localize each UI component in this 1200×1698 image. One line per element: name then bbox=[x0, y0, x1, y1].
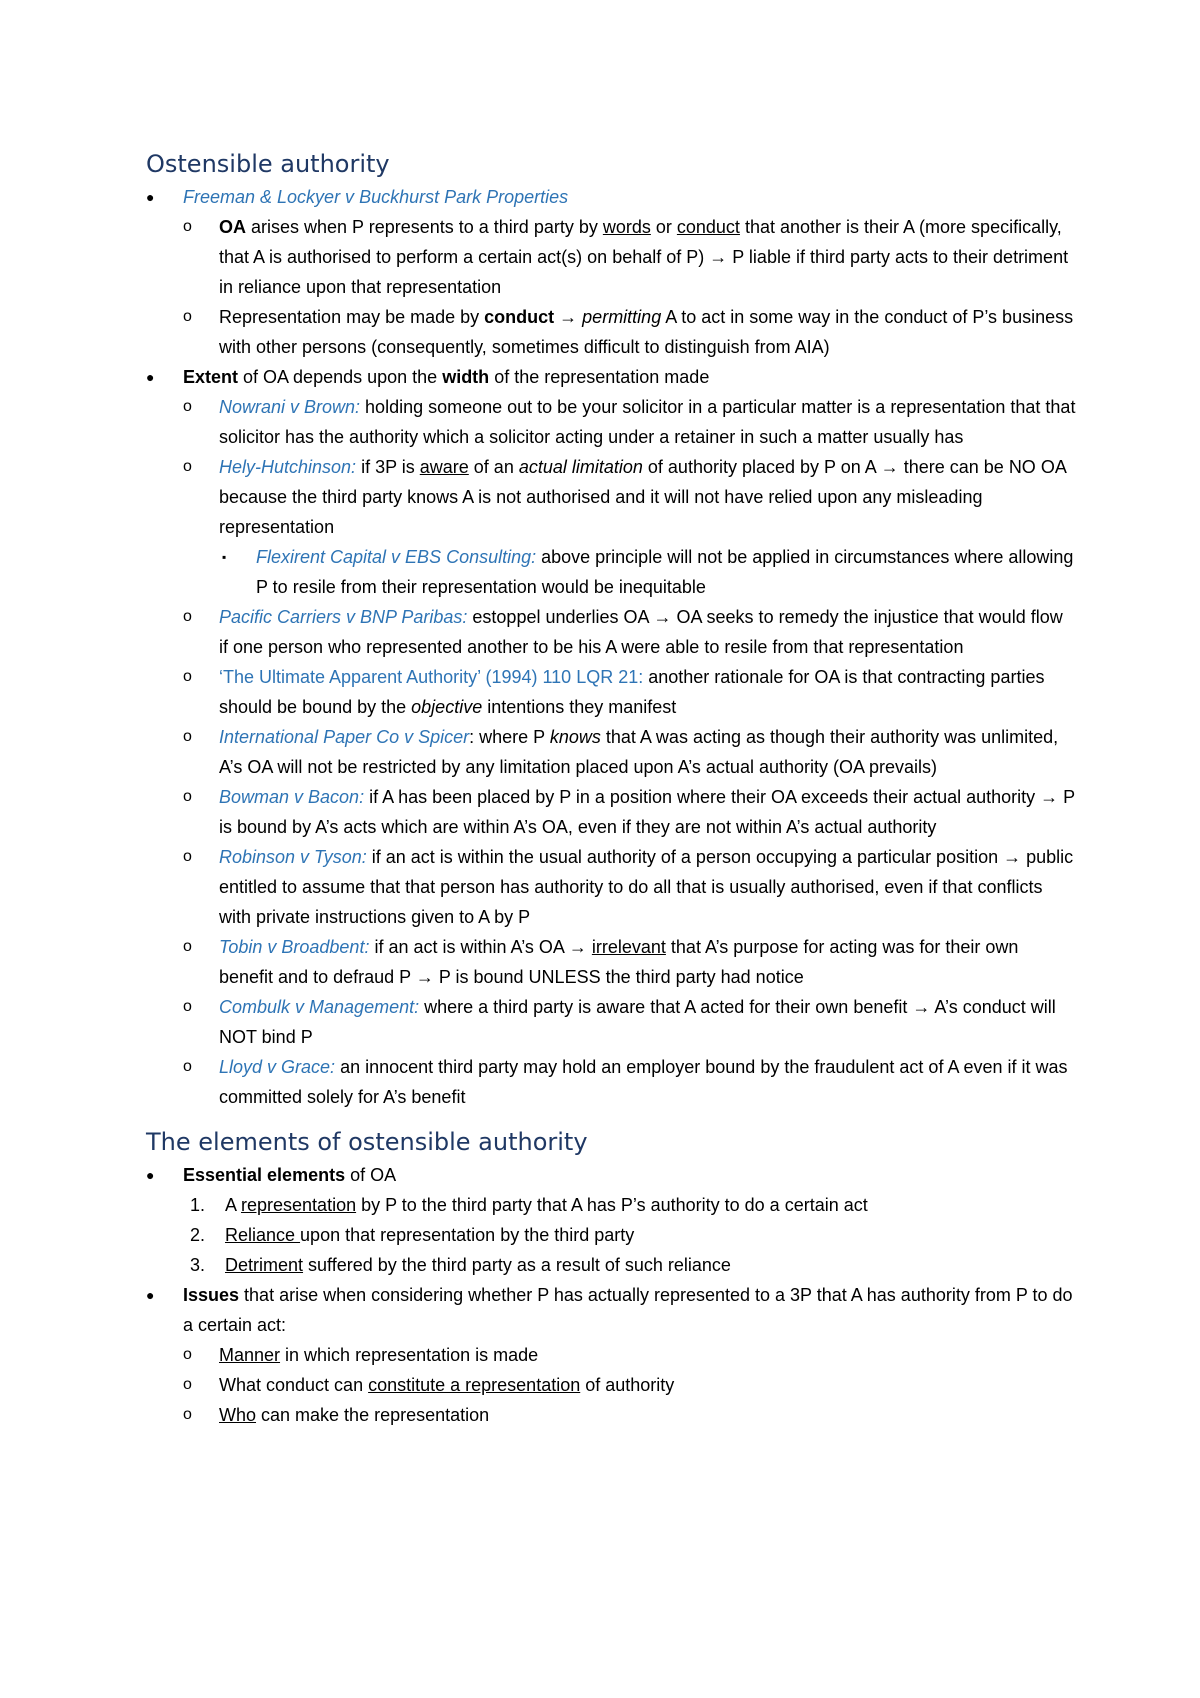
text-underlined: words bbox=[602, 217, 651, 237]
text: can make the representation bbox=[256, 1405, 490, 1425]
text: suffered by the third party as a result of such reliance bbox=[303, 1255, 731, 1275]
text: of an bbox=[468, 457, 519, 477]
text: arises when P represents to a third party by bbox=[246, 217, 603, 237]
text: if 3P is bbox=[356, 457, 420, 477]
bullet-circle: o bbox=[183, 398, 192, 415]
list-item-extent bbox=[146, 362, 1076, 1112]
sub-sub-list-hely bbox=[219, 542, 1076, 602]
bullet-circle: o bbox=[183, 848, 192, 865]
text: : where P bbox=[469, 727, 550, 747]
text: holding someone out to be your solicitor in a particular matter is a representation that that solicitor has the authority which a solicitor acting under a retainer in such a matter usually has bbox=[219, 397, 1076, 447]
list-item-what-conduct bbox=[146, 1370, 1076, 1400]
bullet-circle: o bbox=[183, 1058, 192, 1075]
list-item-flexirent bbox=[146, 542, 1076, 602]
text: if A has been placed by P in a position where their OA exceeds their actual authority → P is bound by A’s acts which are within A’s OA, even if they are not within A’s actual authority bbox=[219, 787, 1075, 837]
text: above principle will not be applied in circumstances where allowing P to resile from their representation would be inequitable bbox=[256, 547, 1074, 597]
text: upon that representation by the third party bbox=[300, 1225, 635, 1245]
text-underlined: irrelevant bbox=[591, 937, 666, 957]
text: in which representation is made bbox=[280, 1345, 539, 1365]
case-name-lloyd: Lloyd v Grace: bbox=[219, 1057, 336, 1077]
document-content bbox=[146, 146, 1076, 1430]
bullet-list-elements bbox=[146, 1160, 1076, 1430]
sub-list-issues bbox=[183, 1340, 1076, 1430]
text: of authority bbox=[580, 1375, 675, 1395]
text-underlined: Manner bbox=[219, 1345, 281, 1365]
text: that A was acting as though their authority was unlimited, A’s OA will not be restricted by any limitation placed upon A’s actual authority (OA prevails) bbox=[219, 727, 1059, 777]
sub-list-extent bbox=[183, 392, 1076, 1112]
case-name-nowrani: Nowrani v Brown: bbox=[219, 397, 361, 417]
text: another rationale for OA is that contracting parties should be bound by the bbox=[219, 667, 1045, 717]
list-item-element-3 bbox=[146, 1250, 1076, 1280]
case-name-flexirent: Flexirent Capital v EBS Consulting: bbox=[256, 547, 537, 567]
list-item-oa-arises bbox=[146, 212, 1076, 302]
bullet-circle: o bbox=[183, 1376, 192, 1393]
text: of the representation made bbox=[489, 367, 710, 387]
text-underlined: aware bbox=[419, 457, 469, 477]
text: an innocent third party may hold an employer bound by the fraudulent act of A even if it was committed solely for A’s benefit bbox=[219, 1057, 1068, 1107]
case-name-tobin: Tobin v Broadbent: bbox=[219, 937, 370, 957]
text: where a third party is aware that A acted for their own benefit → A’s conduct will NOT bind P bbox=[219, 997, 1056, 1047]
text: or bbox=[650, 217, 677, 237]
section-heading-ostensible-authority: Ostensible authority bbox=[146, 150, 390, 178]
text-underlined: conduct bbox=[676, 217, 740, 237]
text: estoppel underlies OA → OA seeks to remedy the injustice that would flow if one person who represented another to be his A were able to resile from that representation bbox=[219, 607, 1063, 657]
list-item-element-2 bbox=[146, 1220, 1076, 1250]
text-underlined: Reliance bbox=[225, 1225, 301, 1245]
list-item-issues bbox=[146, 1280, 1076, 1430]
text-bold: OA bbox=[219, 217, 246, 237]
list-item-manner bbox=[146, 1340, 1076, 1370]
text-bold: width bbox=[442, 367, 490, 387]
text: A to act in some way in the conduct of P’s business with other persons (consequently, sometimes difficult to distinguish from AIA) bbox=[219, 307, 1074, 357]
bullet-dot: ● bbox=[146, 1167, 155, 1183]
case-name-robinson: Robinson v Tyson: bbox=[219, 847, 367, 867]
list-item-combulk bbox=[146, 992, 1076, 1052]
bullet-circle: o bbox=[183, 1346, 192, 1363]
bullet-square: ▪ bbox=[222, 550, 227, 564]
bullet-dot: ● bbox=[146, 189, 155, 205]
text: A bbox=[225, 1195, 242, 1215]
text: intentions they manifest bbox=[482, 697, 677, 717]
case-name-bowman: Bowman v Bacon: bbox=[219, 787, 365, 807]
bullet-circle: o bbox=[183, 608, 192, 625]
list-item-international-paper bbox=[146, 722, 1076, 782]
list-item-ultimate-apparent-authority bbox=[146, 662, 1076, 722]
list-item-representation-conduct bbox=[146, 302, 1076, 362]
text-underlined: Who bbox=[219, 1405, 257, 1425]
list-item-tobin bbox=[146, 932, 1076, 992]
case-name-pacific-carriers: Pacific Carriers v BNP Paribas: bbox=[219, 607, 468, 627]
text-italic: objective bbox=[411, 697, 483, 717]
list-number: 3. bbox=[190, 1255, 206, 1275]
text-italic: knows bbox=[549, 727, 601, 747]
text: that arise when considering whether P has actually represented to a 3P that A has authority from P to do a certain act: bbox=[183, 1285, 1073, 1335]
bullet-dot: ● bbox=[146, 369, 155, 385]
bullet-circle: o bbox=[183, 1406, 192, 1423]
text-bold: Issues bbox=[183, 1285, 240, 1305]
bullet-circle: o bbox=[183, 668, 192, 685]
text-underlined: representation bbox=[241, 1195, 357, 1215]
text-bold: Extent bbox=[183, 367, 239, 387]
numbered-list-elements bbox=[183, 1190, 1076, 1280]
text-bold: conduct bbox=[484, 307, 555, 327]
case-name-freeman: Freeman & Lockyer v Buckhurst Park Properties bbox=[183, 187, 569, 207]
case-name-international-paper: International Paper Co v Spicer bbox=[219, 727, 470, 747]
list-item-who bbox=[146, 1400, 1076, 1430]
text: Representation may be made by bbox=[219, 307, 485, 327]
text: of OA depends upon the bbox=[238, 367, 443, 387]
list-item-hely-hutchinson bbox=[146, 452, 1076, 602]
list-item-essential-elements bbox=[146, 1160, 1076, 1280]
text-bold: Essential elements bbox=[183, 1165, 346, 1185]
text: What conduct can bbox=[219, 1375, 369, 1395]
bullet-circle: o bbox=[183, 308, 192, 325]
list-item-bowman bbox=[146, 782, 1076, 842]
text: that A’s purpose for acting was for their own benefit and to defraud P → P is bound UNLESS the third party had notice bbox=[219, 937, 1019, 987]
list-item-robinson bbox=[146, 842, 1076, 932]
case-name-combulk: Combulk v Management: bbox=[219, 997, 420, 1017]
bullet-circle: o bbox=[183, 788, 192, 805]
text-underlined: Detriment bbox=[225, 1255, 304, 1275]
bullet-circle: o bbox=[183, 458, 192, 475]
bullet-circle: o bbox=[183, 998, 192, 1015]
bullet-circle: o bbox=[183, 218, 192, 235]
list-number: 1. bbox=[190, 1195, 206, 1215]
list-item-lloyd bbox=[146, 1052, 1076, 1112]
bullet-circle: o bbox=[183, 728, 192, 745]
text: of OA bbox=[345, 1165, 397, 1185]
arrow-icon: → bbox=[554, 307, 583, 327]
sub-list-freeman bbox=[183, 212, 1076, 362]
text: by P to the third party that A has P’s authority to do a certain act bbox=[356, 1195, 868, 1215]
section-heading-elements: The elements of ostensible authority bbox=[146, 1128, 588, 1156]
list-item-element-1 bbox=[146, 1190, 1076, 1220]
text: of authority placed by P on A → there can be NO OA because the third party knows A is not authorised and it will not have relied upon any misleading representation bbox=[219, 457, 1066, 537]
bullet-circle: o bbox=[183, 938, 192, 955]
text: if an act is within A’s OA → bbox=[369, 937, 592, 957]
text-underlined: constitute a representation bbox=[368, 1375, 581, 1395]
source-citation: ‘The Ultimate Apparent Authority’ (1994) 110 LQR 21: bbox=[219, 667, 644, 687]
list-item-pacific-carriers bbox=[146, 602, 1076, 662]
bullet-list-main bbox=[146, 182, 1076, 1112]
text: that another is their A (more specifically, that A is authorised to perform a certain act(s) on behalf of P) → P liable if third party acts to their detriment in reliance upon that representation bbox=[219, 217, 1069, 297]
text: if an act is within the usual authority of a person occupying a particular position → public entitled to assume that that person has authority to do all that is usually authorised, even if that conflicts with private instructions given to A by P bbox=[219, 847, 1074, 927]
list-item-nowrani bbox=[146, 392, 1076, 452]
case-name-hely-hutchinson: Hely-Hutchinson: bbox=[219, 457, 357, 477]
list-item-freeman bbox=[146, 182, 1076, 362]
text-italic: actual limitation bbox=[518, 457, 643, 477]
bullet-dot: ● bbox=[146, 1287, 155, 1303]
text-italic: permitting bbox=[582, 307, 662, 327]
list-number: 2. bbox=[190, 1225, 206, 1245]
